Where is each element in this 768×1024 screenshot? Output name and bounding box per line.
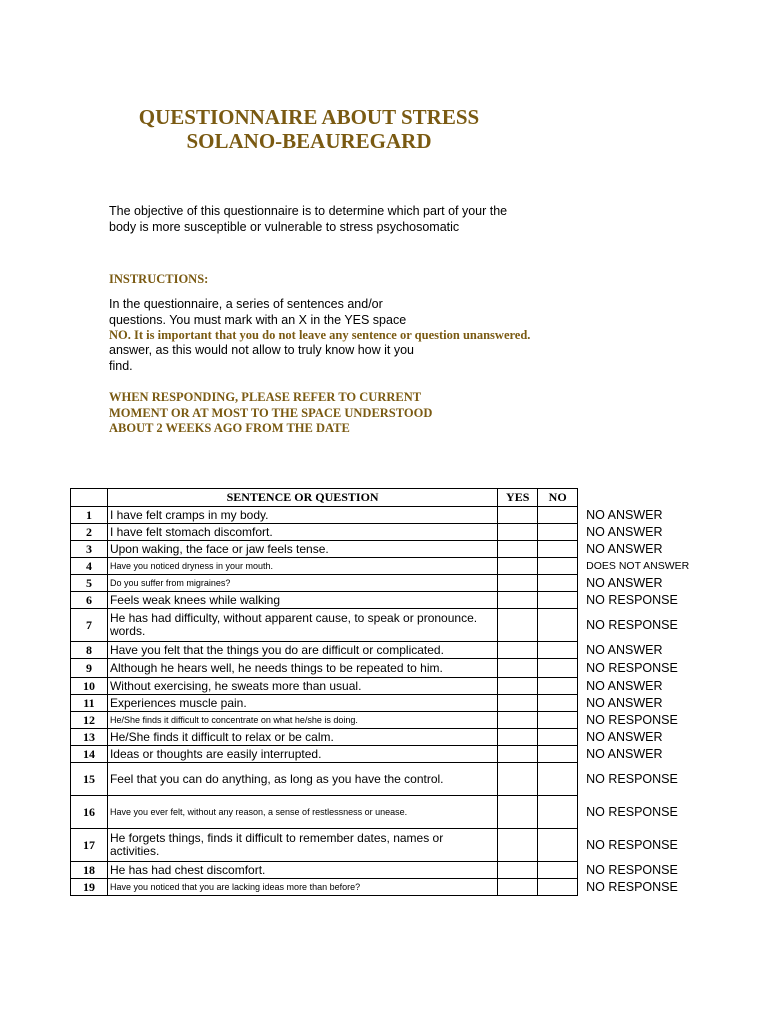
no-cell[interactable] — [538, 678, 578, 695]
table-row — [71, 659, 768, 678]
yes-cell[interactable] — [498, 524, 538, 541]
row-number: 14 — [71, 746, 108, 763]
row-response: NO RESPONSE — [586, 618, 678, 632]
row-response: NO ANSWER — [586, 730, 663, 744]
table-header-row — [71, 489, 768, 507]
row-number: 16 — [71, 796, 108, 829]
row-number: 7 — [71, 609, 108, 642]
no-cell[interactable] — [538, 862, 578, 879]
yes-cell[interactable] — [498, 609, 538, 642]
row-response: NO ANSWER — [586, 525, 663, 539]
row-response: NO RESPONSE — [586, 661, 678, 675]
questionnaire-table — [70, 488, 768, 896]
yes-cell[interactable] — [498, 796, 538, 829]
table-row — [71, 541, 768, 558]
no-cell[interactable] — [538, 524, 578, 541]
row-sentence: Experiences muscle pain. — [107, 695, 497, 712]
no-cell[interactable] — [538, 712, 578, 729]
yes-cell[interactable] — [498, 592, 538, 609]
row-response: NO ANSWER — [586, 576, 663, 590]
yes-cell[interactable] — [498, 558, 538, 575]
table-row — [71, 609, 768, 642]
yes-cell[interactable] — [498, 507, 538, 524]
yes-cell[interactable] — [498, 712, 538, 729]
table-row — [71, 695, 768, 712]
row-sentence: Upon waking, the face or jaw feels tense. — [107, 541, 497, 558]
row-sentence: Have you noticed dryness in your mouth. — [107, 558, 497, 575]
row-response: NO ANSWER — [586, 747, 663, 761]
row-number: 13 — [71, 729, 108, 746]
table-row — [71, 796, 768, 829]
row-number: 9 — [71, 659, 108, 678]
row-response: NO ANSWER — [586, 696, 663, 710]
table-row — [71, 558, 768, 575]
table-row — [71, 642, 768, 659]
row-response: NO RESPONSE — [586, 838, 678, 852]
row-number: 15 — [71, 763, 108, 796]
row-response: DOES NOT ANSWER — [586, 560, 690, 572]
instructions-text-1: In the questionnaire, a series of sentences and/or questions. You must mark with an X in the YES space — [109, 297, 407, 327]
row-number: 18 — [71, 862, 108, 879]
yes-cell[interactable] — [498, 541, 538, 558]
instructions-highlight: NO. It is important that you do not leave any sentence or question unanswered. — [109, 328, 531, 342]
table-row — [71, 678, 768, 695]
row-sentence: Have you felt that the things you do are difficult or complicated. — [107, 642, 497, 659]
no-cell[interactable] — [538, 729, 578, 746]
row-sentence: Have you ever felt, without any reason, a sense of restlessness or unease. — [107, 796, 497, 829]
row-number: 19 — [71, 879, 108, 896]
yes-cell[interactable] — [498, 829, 538, 862]
row-number: 17 — [71, 829, 108, 862]
row-response: NO ANSWER — [586, 508, 663, 522]
instructions-text-2: answer, as this would not allow to truly know how it you find. — [109, 343, 415, 373]
table-row — [71, 524, 768, 541]
table-row — [71, 763, 768, 796]
number-header — [71, 489, 108, 507]
row-sentence: He has had difficulty, without apparent cause, to speak or pronounce. words. — [107, 609, 497, 642]
table-row — [71, 592, 768, 609]
title-line-2: SOLANO-BEAUREGARD — [186, 129, 432, 153]
table-row — [71, 829, 768, 862]
row-sentence: Feels weak knees while walking — [107, 592, 497, 609]
no-cell[interactable] — [538, 796, 578, 829]
yes-header: YES — [498, 489, 538, 507]
no-cell[interactable] — [538, 659, 578, 678]
table-row — [71, 575, 768, 592]
no-cell[interactable] — [538, 829, 578, 862]
row-response: NO RESPONSE — [586, 880, 678, 894]
row-sentence: Feel that you can do anything, as long as you have the control. — [107, 763, 497, 796]
row-response: NO RESPONSE — [586, 772, 678, 786]
no-cell[interactable] — [538, 695, 578, 712]
no-cell[interactable] — [538, 609, 578, 642]
yes-cell[interactable] — [498, 659, 538, 678]
row-response: NO RESPONSE — [586, 805, 678, 819]
row-number: 11 — [71, 695, 108, 712]
row-sentence: He forgets things, finds it difficult to remember dates, names or activities. — [107, 829, 497, 862]
table-row — [71, 746, 768, 763]
no-cell[interactable] — [538, 592, 578, 609]
yes-cell[interactable] — [498, 575, 538, 592]
yes-cell[interactable] — [498, 879, 538, 896]
row-sentence: Ideas or thoughts are easily interrupted. — [107, 746, 497, 763]
no-cell[interactable] — [538, 558, 578, 575]
row-response: NO ANSWER — [586, 542, 663, 556]
sentence-header: SENTENCE OR QUESTION — [107, 489, 497, 507]
table-row — [71, 862, 768, 879]
row-response: NO ANSWER — [586, 679, 663, 693]
row-sentence: He/She finds it difficult to concentrate on what he/she is doing. — [107, 712, 497, 729]
table-row — [71, 729, 768, 746]
row-sentence: Have you noticed that you are lacking ideas more than before? — [107, 879, 497, 896]
row-number: 8 — [71, 642, 108, 659]
row-response: NO RESPONSE — [586, 593, 678, 607]
yes-cell[interactable] — [498, 862, 538, 879]
row-number: 12 — [71, 712, 108, 729]
row-number: 3 — [71, 541, 108, 558]
no-cell[interactable] — [538, 746, 578, 763]
title-line-1: QUESTIONNAIRE ABOUT STRESS — [138, 105, 480, 129]
no-cell[interactable] — [538, 541, 578, 558]
when-responding-note: WHEN RESPONDING, PLEASE REFER TO CURRENT MOMENT OR AT MOST TO THE SPACE UNDERSTOOD ABOUT 2 WEEKS AGO FROM THE DATE — [109, 390, 433, 435]
yes-cell[interactable] — [498, 746, 538, 763]
no-cell[interactable] — [538, 879, 578, 896]
table-row — [71, 712, 768, 729]
row-number: 5 — [71, 575, 108, 592]
row-number: 6 — [71, 592, 108, 609]
row-number: 10 — [71, 678, 108, 695]
row-sentence: Although he hears well, he needs things to be repeated to him. — [107, 659, 497, 678]
row-sentence: Without exercising, he sweats more than usual. — [107, 678, 497, 695]
row-number: 4 — [71, 558, 108, 575]
no-cell[interactable] — [538, 763, 578, 796]
yes-cell[interactable] — [498, 642, 538, 659]
row-response: NO ANSWER — [586, 643, 663, 657]
no-header: NO — [538, 489, 578, 507]
objective-text: The objective of this questionnaire is to determine which part of your the body is more susceptible or vulnerable to stress psychosomatic — [109, 204, 508, 234]
yes-cell[interactable] — [498, 695, 538, 712]
no-cell[interactable] — [538, 575, 578, 592]
row-number: 2 — [71, 524, 108, 541]
instructions-heading: INSTRUCTIONS: — [109, 272, 209, 286]
row-response: NO RESPONSE — [586, 863, 678, 877]
row-sentence: Do you suffer from migraines? — [107, 575, 497, 592]
row-sentence: He/She finds it difficult to relax or be calm. — [107, 729, 497, 746]
yes-cell[interactable] — [498, 729, 538, 746]
row-response: NO RESPONSE — [586, 713, 678, 727]
table-row — [71, 879, 768, 896]
no-cell[interactable] — [538, 507, 578, 524]
no-cell[interactable] — [538, 642, 578, 659]
table-row — [71, 507, 768, 524]
yes-cell[interactable] — [498, 763, 538, 796]
yes-cell[interactable] — [498, 678, 538, 695]
row-sentence: I have felt cramps in my body. — [107, 507, 497, 524]
row-number: 1 — [71, 507, 108, 524]
row-sentence: I have felt stomach discomfort. — [107, 524, 497, 541]
row-sentence: He has had chest discomfort. — [107, 862, 497, 879]
response-header-spacer — [578, 489, 768, 507]
